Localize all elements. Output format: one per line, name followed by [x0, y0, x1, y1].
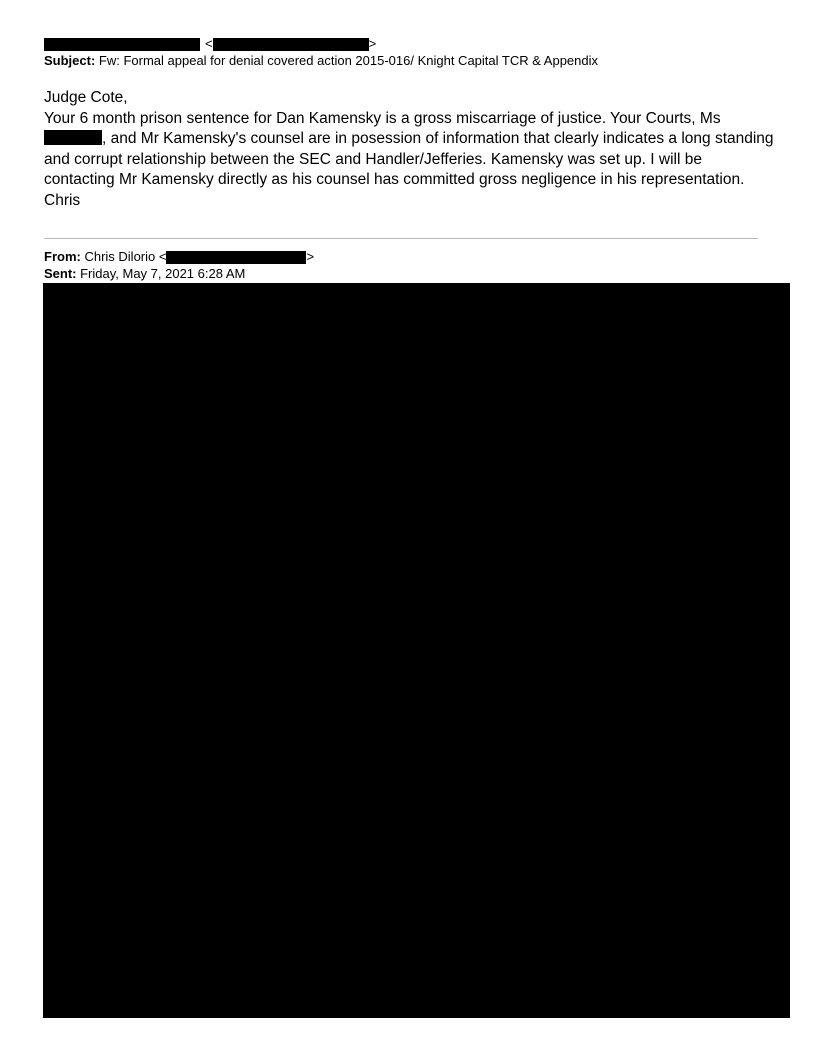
- message-body: [44, 88, 774, 211]
- divider: [44, 238, 758, 239]
- sent-label: Sent:: [44, 266, 77, 281]
- redacted-from-email: [166, 251, 306, 264]
- sender-open-bracket: <: [205, 36, 213, 51]
- body-paragraph: [44, 109, 774, 191]
- subject-text: Fw: Formal appeal for denial covered action 2015-016/ Knight Capital TCR & Appendix: [95, 53, 599, 68]
- sent-value: Friday, May 7, 2021 6:28 AM: [76, 266, 246, 281]
- subject-line: [44, 53, 598, 69]
- from-label: From:: [44, 249, 81, 264]
- forward-sent-line: [44, 266, 245, 282]
- greeting: Judge Cote,: [44, 89, 128, 106]
- sender-header: [44, 36, 376, 52]
- redacted-sender-name: [44, 38, 200, 51]
- from-close-bracket: >: [306, 249, 315, 264]
- redacted-content-block: [43, 283, 790, 1018]
- redacted-name: [44, 130, 102, 145]
- body-text-part2: , and Mr Kamensky's counsel are in posession of information that clearly indicates a long standing and corrupt relationship between the SEC and Handler/Jefferies. Kamensky was set up. I will be contacting Mr Kamensky directly as his counsel has committed gross negligence in his representation.: [44, 130, 774, 188]
- from-name: Chris Dilorio <: [80, 249, 167, 264]
- signature: Chris: [44, 191, 81, 209]
- redacted-sender-email: [213, 38, 369, 51]
- body-text-part1: Your 6 month prison sentence for Dan Kamensky is a gross miscarriage of justice. Your Courts, Ms: [44, 109, 721, 127]
- sender-close-bracket: >: [368, 36, 377, 51]
- forward-from-line: [44, 249, 314, 265]
- subject-label: Subject:: [44, 53, 96, 68]
